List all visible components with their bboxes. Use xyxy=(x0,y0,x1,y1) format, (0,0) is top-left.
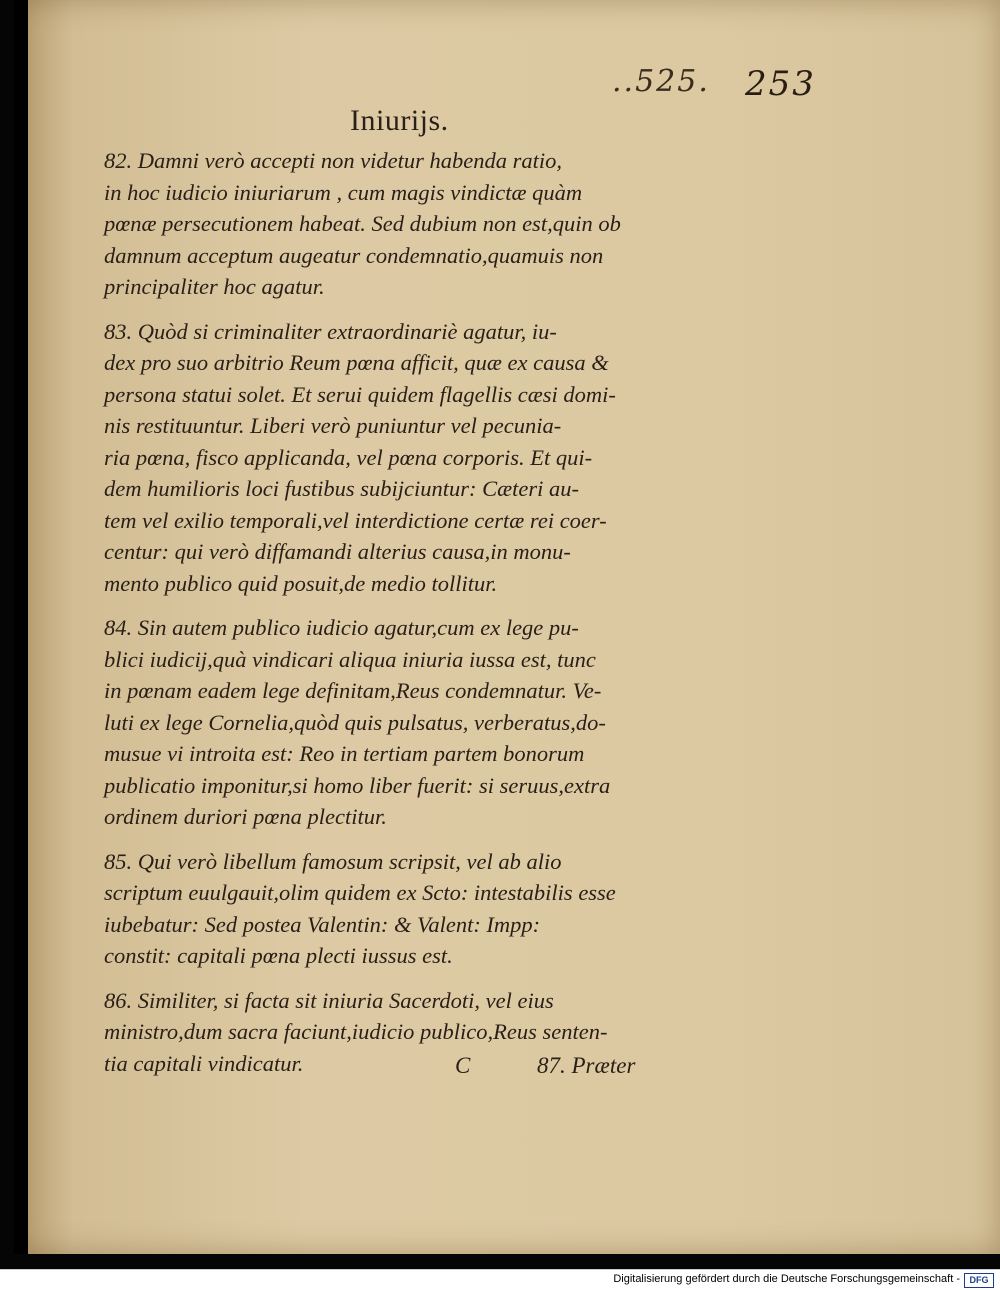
text-line: luti ex lege Cornelia,quòd quis pulsatus, verberatus,do- xyxy=(104,709,606,735)
text-line: 86. Similiter, si facta sit iniuria Sacerdoti, vel eius xyxy=(104,987,554,1013)
text-line: 85. Qui verò libellum famosum scripsit, vel ab alio xyxy=(104,848,562,874)
body-text xyxy=(104,145,664,1092)
paragraph xyxy=(104,145,664,303)
text-line: ordinem duriori pœna plectitur. xyxy=(104,804,387,829)
text-line: persona statui solet. Et serui quidem flagellis cæsi domi- xyxy=(104,381,616,407)
handwritten-folio-right: 253 xyxy=(745,64,816,104)
text-line: tem vel exilio temporali,vel interdictione certæ rei coer- xyxy=(104,507,607,533)
text-line: centur: qui verò diffamandi alterius causa,in monu- xyxy=(104,539,571,564)
text-line: in hoc iudicio iniuriarum , cum magis vindictæ quàm xyxy=(104,179,583,205)
text-line: constit: capitali pœna plecti iussus est. xyxy=(104,943,453,968)
text-line: mento publico quid posuit,de medio tollitur. xyxy=(104,570,498,596)
text-line: blici iudicij,quà vindicari aliqua iniuria iussa est, tunc xyxy=(104,646,596,672)
text-line: nis restituuntur. Liberi verò puniuntur vel pecunia- xyxy=(104,413,562,438)
text-line: pœnæ persecutionem habeat. Sed dubium non est,quin ob xyxy=(104,211,621,236)
text-line: scriptum euulgauit,olim quidem ex Scto: intestabilis esse xyxy=(104,880,616,905)
text-line: 82. Damni verò accepti non videtur habenda ratio, xyxy=(104,148,563,173)
text-line: ria pœna, fisco applicanda, vel pœna corporis. Et qui- xyxy=(104,444,593,470)
text-line: 84. Sin autem publico iudicio agatur,cum ex lege pu- xyxy=(104,615,579,640)
paragraph xyxy=(104,846,664,972)
text-line: publicatio imponitur,si homo liber fuerit: si seruus,extra xyxy=(104,772,611,798)
text-line: dem humilioris loci fustibus subijciuntur: Cæteri au- xyxy=(104,476,580,501)
dfg-logo: DFG xyxy=(964,1273,994,1288)
text-line: musue vi introita est: Reo in tertiam partem bonorum xyxy=(104,741,585,766)
text-line: ministro,dum sacra faciunt,iudicio publico,Reus senten- xyxy=(104,1019,608,1044)
handwritten-folio-left: ..525. xyxy=(612,64,710,99)
paragraph xyxy=(104,612,664,833)
text-line: tia capitali vindicatur. xyxy=(104,1050,304,1076)
text-line: 83. Quòd si criminaliter extraordinariè agatur, iu- xyxy=(104,318,557,344)
footer-credit: Digitalisierung gefördert durch die Deutsche Forschungsgemeinschaft - xyxy=(613,1273,960,1285)
catchword: 87. Præter xyxy=(537,1053,636,1078)
text-line: principaliter hoc agatur. xyxy=(104,274,325,299)
text-line: dex pro suo arbitrio Reum pœna afficit, quæ ex causa & xyxy=(104,350,609,375)
signature-mark: C xyxy=(455,1053,471,1078)
page-edge-shadow xyxy=(14,0,28,1254)
footer-bar xyxy=(0,1269,1000,1290)
text-line: iubebatur: Sed postea Valentin: & Valent: Impp: xyxy=(104,911,541,937)
running-head: Iniurijs. xyxy=(350,104,449,137)
paragraph xyxy=(104,316,664,600)
text-line: damnum acceptum augeatur condemnatio,quamuis non xyxy=(104,242,604,268)
text-line: in pœnam eadem lege definitam,Reus condemnatur. Ve- xyxy=(104,678,602,703)
